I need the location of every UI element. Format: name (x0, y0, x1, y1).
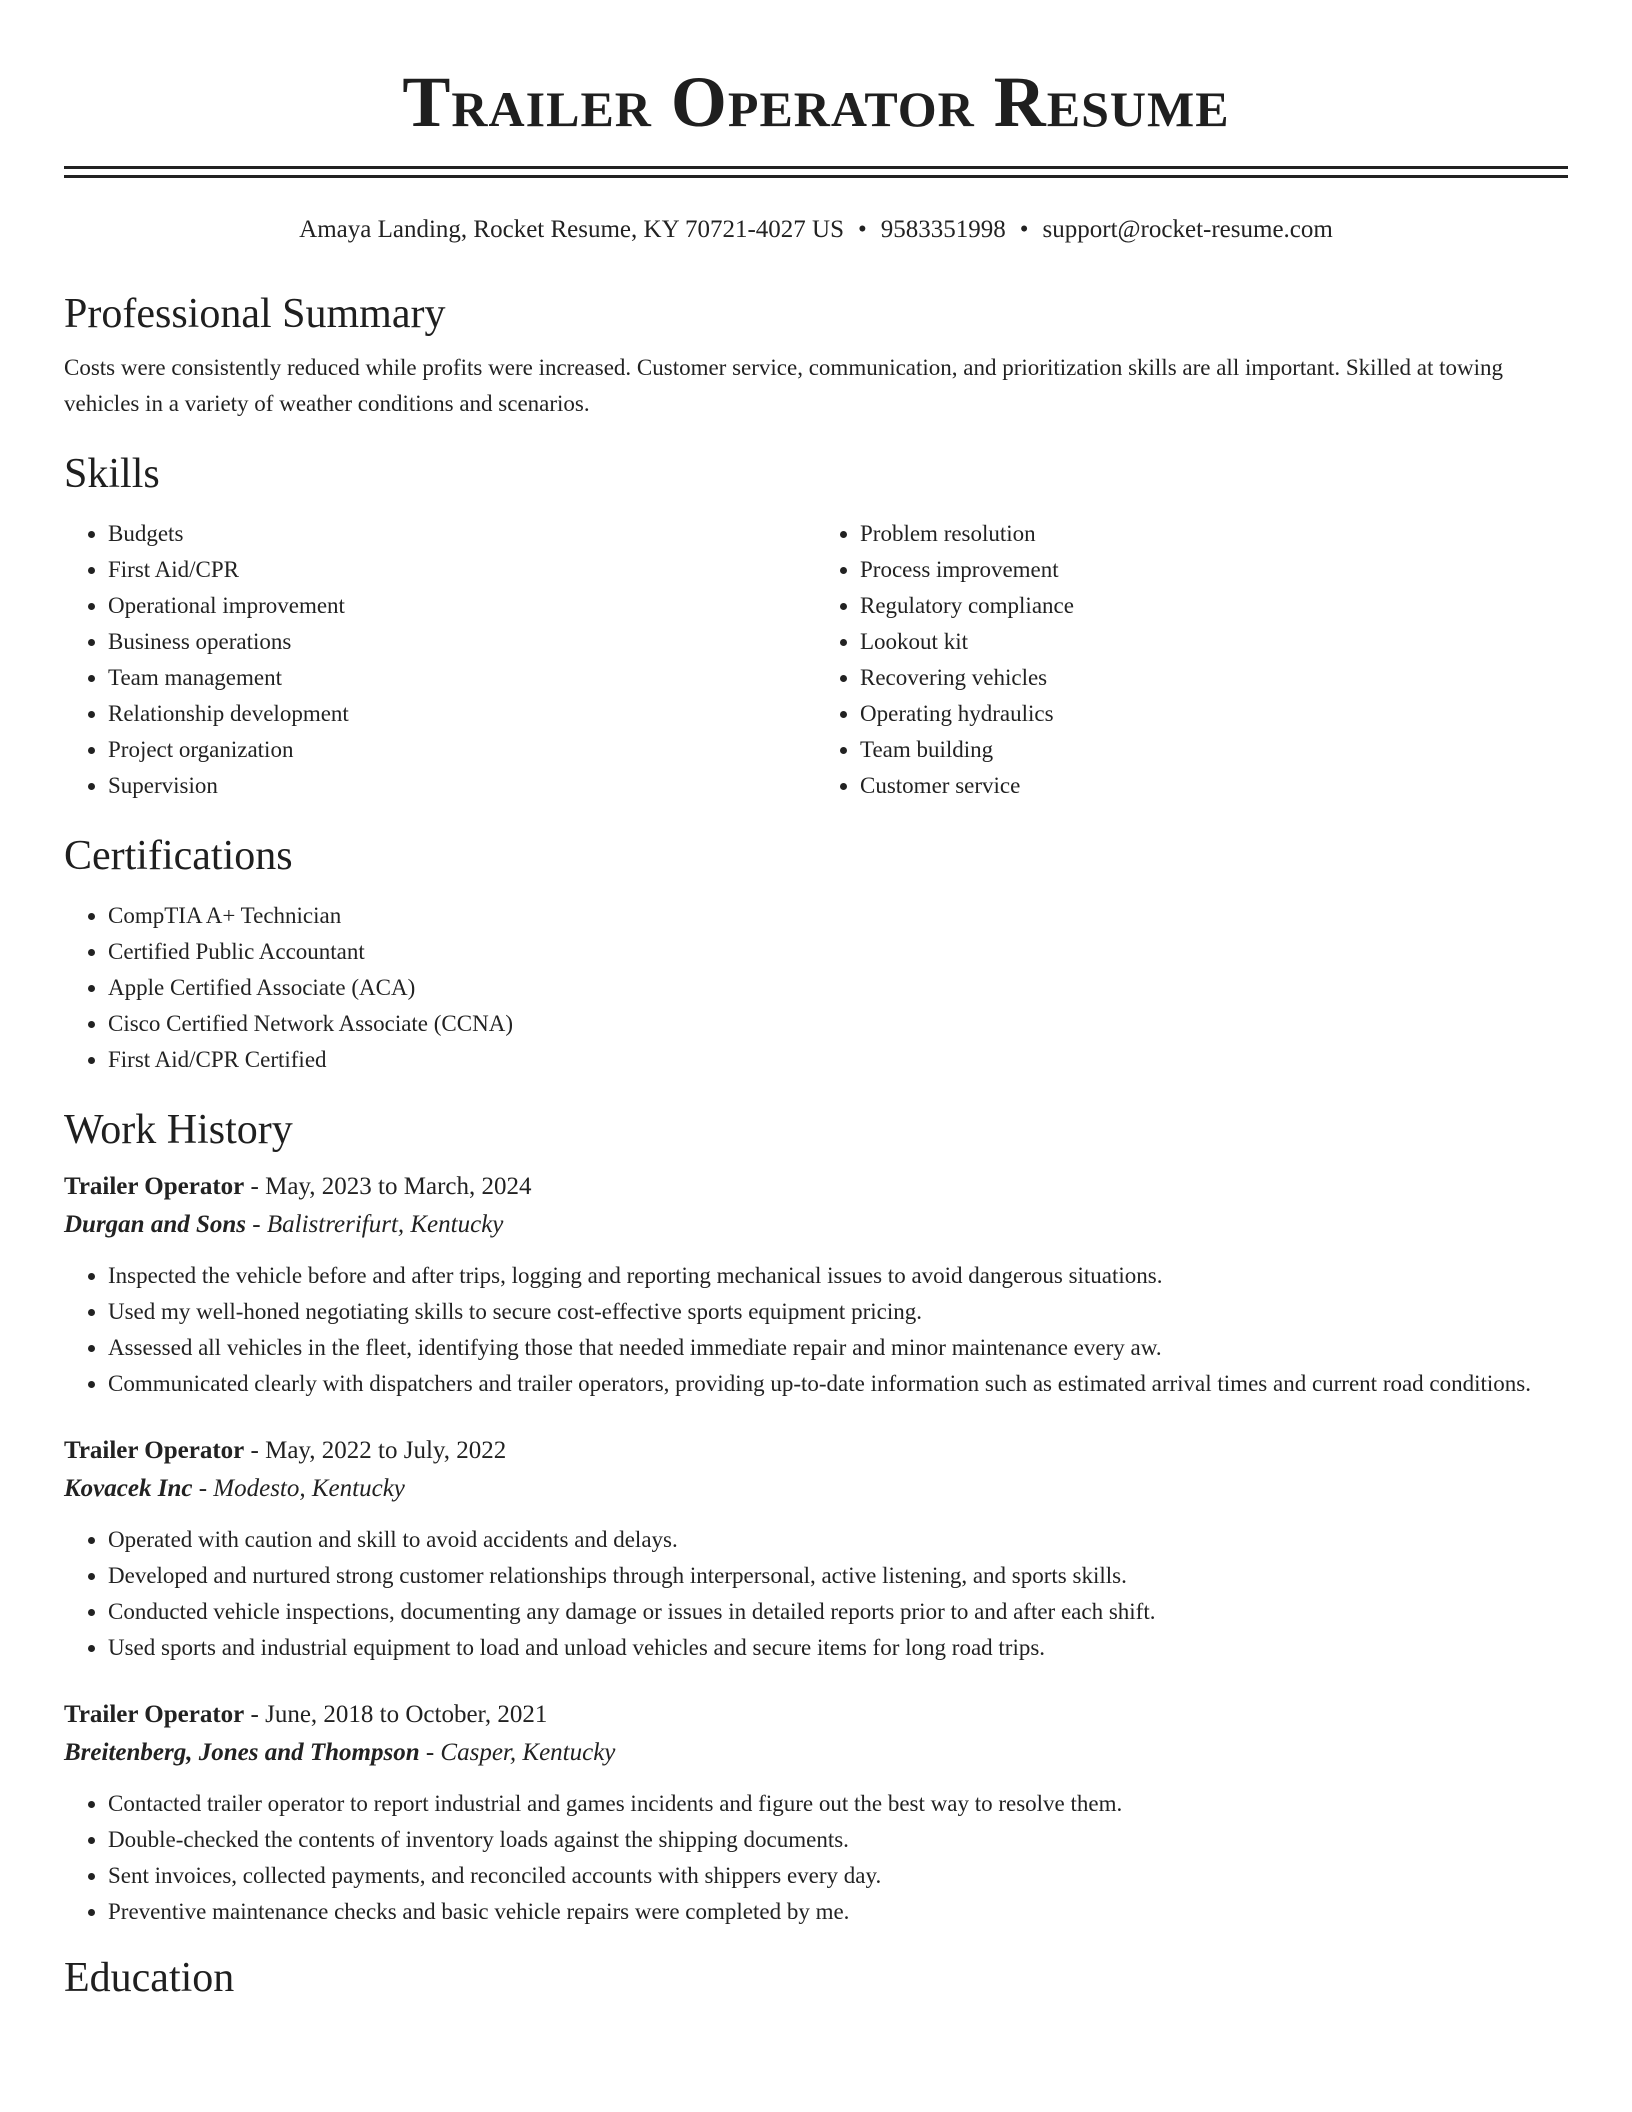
resume-title: Trailer Operator Resume (402, 62, 1230, 142)
skills-list-left (64, 516, 816, 804)
job-title: Trailer Operator (64, 1173, 245, 1200)
job-bullet: • Assessed all vehicles in the fleet, identifying those that needed immediate repair and minor maintenance every aw. (108, 1330, 1568, 1366)
skill-item: • Regulatory compliance (860, 588, 1568, 624)
job-bullet: • Inspected the vehicle before and after trips, logging and reporting mechanical issues to avoid dangerous situations. (108, 1258, 1568, 1294)
job-entry (64, 1432, 1568, 1666)
job-bullets (64, 1786, 1568, 1930)
skill-item: • Operational improvement (108, 588, 816, 624)
education-heading: Education (64, 1955, 235, 2001)
job-bullet: • Operated with caution and skill to avoid accidents and delays. (108, 1522, 1568, 1558)
contact-email[interactable]: support@rocket-resume.com (1042, 216, 1333, 243)
skill-item: • Recovering vehicles (860, 660, 1568, 696)
certification-item: • First Aid/CPR Certified (108, 1042, 1568, 1078)
skill-item: • Team building (860, 732, 1568, 768)
skill-item: • Customer service (860, 768, 1568, 804)
summary-heading: Professional Summary (64, 291, 446, 337)
job-bullets (64, 1522, 1568, 1666)
contact-separator: • (858, 216, 867, 243)
resume-page (64, 0, 1568, 2004)
skill-item: • Business operations (108, 624, 816, 660)
skill-item: • Budgets (108, 516, 816, 552)
job-company-line (64, 1206, 1568, 1244)
skill-item: • First Aid/CPR (108, 552, 816, 588)
job-bullet: • Used sports and industrial equipment to load and unload vehicles and secure items for long road trips. (108, 1630, 1568, 1666)
contact-line (64, 214, 1568, 246)
skill-item: • Team management (108, 660, 816, 696)
job-location: - Casper, Kentucky (419, 1739, 616, 1766)
job-title: Trailer Operator (64, 1701, 245, 1728)
job-company: Durgan and Sons (64, 1211, 247, 1238)
certification-item: • CompTIA A+ Technician (108, 898, 1568, 934)
job-title-line (64, 1432, 1568, 1470)
summary-text: Costs were consistently reduced while profits were increased. Customer service, communication, and prioritization skills are all important. Skilled at towing vehicles in a variety of weather conditions and scenarios. (64, 355, 1504, 416)
skill-item: • Operating hydraulics (860, 696, 1568, 732)
job-bullet: • Developed and nurtured strong customer relationships through interpersonal, active listening, and sports skills. (108, 1558, 1568, 1594)
skills-list-right (816, 516, 1568, 804)
job-company: Kovacek Inc (64, 1475, 193, 1502)
job-title-line (64, 1696, 1568, 1734)
certification-item: • Apple Certified Associate (ACA) (108, 970, 1568, 1006)
skill-item: • Supervision (108, 768, 816, 804)
job-bullet: • Double-checked the contents of inventory loads against the shipping documents. (108, 1822, 1568, 1858)
job-bullet: • Contacted trailer operator to report industrial and games incidents and figure out the best way to resolve them. (108, 1786, 1568, 1822)
job-dates: - May, 2023 to March, 2024 (244, 1173, 532, 1200)
job-bullets (64, 1258, 1568, 1402)
job-dates: - May, 2022 to July, 2022 (244, 1437, 507, 1464)
job-location: - Balistrerifurt, Kentucky (246, 1211, 504, 1238)
education-section (64, 1952, 1568, 2004)
job-bullet: • Sent invoices, collected payments, and reconciled accounts with shippers every day. (108, 1858, 1568, 1894)
job-company: Breitenberg, Jones and Thompson (64, 1739, 420, 1766)
skill-item: • Process improvement (860, 552, 1568, 588)
job-title-line (64, 1168, 1568, 1206)
contact-separator: • (1019, 216, 1029, 243)
job-bullet: • Used my well-honed negotiating skills to secure cost-effective sports equipment pricing. (108, 1294, 1568, 1330)
job-bullet: • Conducted vehicle inspections, documenting any damage or issues in detailed reports prior to and after each shift. (108, 1594, 1568, 1630)
skills-section (64, 448, 1568, 804)
certification-item: • Certified Public Accountant (108, 934, 1568, 970)
work-history-section (64, 1104, 1568, 1930)
job-bullet: • Preventive maintenance checks and basic vehicle repairs were completed by me. (108, 1894, 1568, 1930)
job-entry (64, 1696, 1568, 1930)
certifications-heading: Certifications (64, 833, 293, 879)
job-dates: - June, 2018 to October, 2021 (244, 1701, 548, 1728)
work-history-heading: Work History (64, 1107, 293, 1153)
certifications-section (64, 830, 1568, 1078)
skill-item: • Relationship development (108, 696, 816, 732)
contact-address: Amaya Landing, Rocket Resume, KY 70721-4027 US (299, 216, 844, 243)
title-divider-bottom (64, 175, 1568, 178)
job-company-line (64, 1470, 1568, 1508)
job-location: - Modesto, Kentucky (192, 1475, 405, 1502)
job-title: Trailer Operator (64, 1437, 245, 1464)
job-company-line (64, 1734, 1568, 1772)
certification-item: • Cisco Certified Network Associate (CCNA) (108, 1006, 1568, 1042)
skill-item: • Project organization (108, 732, 816, 768)
skills-columns (64, 516, 1568, 804)
job-bullet: • Communicated clearly with dispatchers and trailer operators, providing up-to-date information such as estimated arrival times and current road conditions. (108, 1366, 1568, 1402)
title-divider-top (64, 166, 1568, 169)
skills-heading: Skills (64, 451, 160, 497)
certifications-list (64, 898, 1568, 1078)
contact-phone: 9583351998 (880, 216, 1006, 243)
summary-section (64, 288, 1568, 422)
skill-item: • Lookout kit (860, 624, 1568, 660)
job-entry (64, 1168, 1568, 1402)
skill-item: • Problem resolution (860, 516, 1568, 552)
